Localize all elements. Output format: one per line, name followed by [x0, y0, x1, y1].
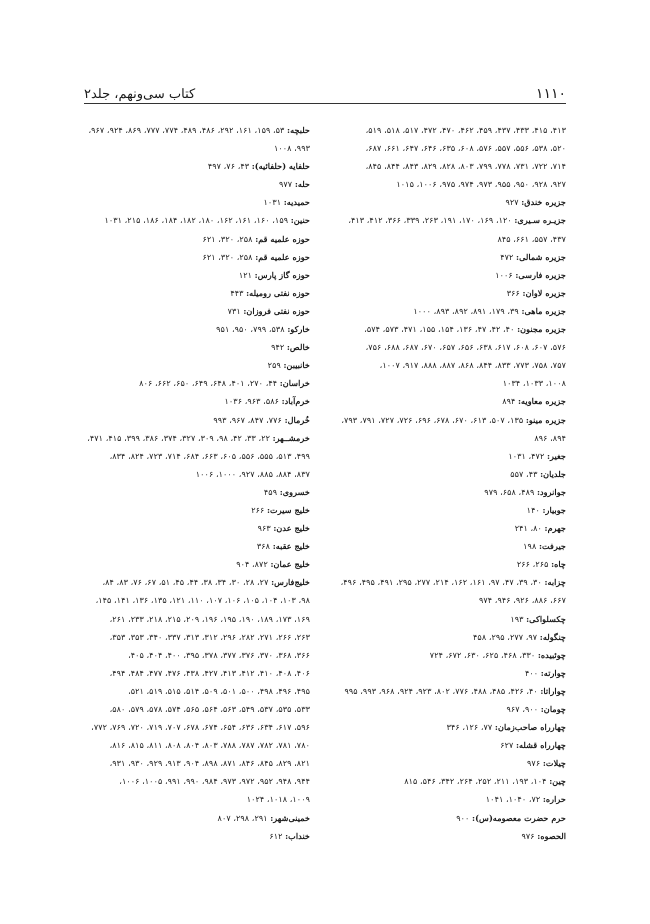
index-entry: [68, 374, 310, 392]
index-term: چزابه:: [544, 577, 566, 588]
index-entry: [324, 465, 566, 483]
index-entry: [324, 266, 566, 284]
index-term: خلیج سیرت:: [267, 504, 310, 515]
index-entry: [68, 519, 310, 537]
index-page-refs: ۲۷، ۲۸، ۳۰، ۳۴، ۳۸، ۴۴، ۴۵، ۵۱، ۶۷، ۷۶، ۸۳، ۸۴،: [102, 577, 272, 588]
page-header: [84, 78, 566, 102]
index-entry: [68, 356, 310, 374]
index-page-refs: ۳۶۶: [506, 287, 523, 298]
index-entry: [68, 772, 310, 790]
index-entry: [324, 429, 566, 447]
index-entry: [68, 736, 310, 754]
index-term: جهرم:: [544, 523, 566, 534]
index-page-refs: ۴۰، ۴۲۶، ۴۸۵، ۴۸۸، ۷۷۶، ۸۰۲، ۹۲۳، ۹۲۴، ۹۶۸، ۹۹۳، ۹۹۵: [344, 685, 541, 696]
index-page-refs: ۷۵۷، ۷۵۸، ۷۷۳، ۸۳۳، ۸۴۴، ۸۶۸، ۸۸۷، ۸۸۸، ۹۱۷، ۱۰۰۷،: [379, 360, 566, 371]
index-entry: [324, 193, 566, 211]
index-term: جوبیار:: [542, 504, 566, 515]
index-page-refs: ۲۲، ۳۳، ۴۲، ۹۸، ۳۰۹، ۳۲۷، ۳۷۴، ۳۸۶، ۳۹۹، ۴۱۵، ۴۷۱،: [87, 432, 273, 443]
index-entry: [324, 646, 566, 664]
index-term: خلیج عمان:: [270, 559, 310, 570]
index-entry: [324, 356, 566, 374]
index-entry: [68, 230, 310, 248]
book-title: کتاب سی‌ونهم، جلد۲: [84, 87, 196, 102]
index-page-refs: ۳۹، ۱۷۹، ۸۹۱، ۸۹۲، ۸۹۳، ۱۰۰۰: [413, 305, 522, 316]
index-entry: [68, 483, 310, 501]
index-page-refs: ۸۰، ۲۴۱: [514, 523, 545, 534]
index-entry: [68, 429, 310, 447]
index-page-refs: ۲۵۹: [267, 360, 284, 371]
index-page-refs: ۹۸، ۱۰۳، ۱۰۴، ۱۰۵، ۱۰۶، ۱۰۷، ۱۱۰، ۱۲۱، ۱۳۵، ۱۳۶، ۱۴۱، ۱۴۵،: [95, 595, 310, 606]
index-entry: [324, 248, 566, 266]
index-page-refs: ۹۷۶: [527, 758, 543, 769]
index-term: جیرفت:: [538, 541, 566, 552]
index-page-refs: ۴۴، ۲۷۰، ۴۰۱، ۶۴۸، ۶۴۹، ۶۵۰، ۶۶۲، ۸۰۶: [139, 378, 280, 389]
index-entry: [68, 591, 310, 609]
index-page-refs: ۱۳۵، ۵۰۷، ۶۱۳، ۶۷۰، ۶۷۸، ۶۹۶، ۷۲۶، ۷۲۷، ۷۹۱، ۷۹۳،: [341, 414, 526, 425]
index-page-refs: ۹۴۲: [271, 342, 287, 353]
index-entry: [68, 266, 310, 284]
index-entry: [68, 175, 310, 193]
index-entry: [68, 211, 310, 229]
index-page-refs: ۴۰۰: [524, 667, 541, 678]
index-page-refs: ۵۹۶، ۶۱۷، ۶۳۴، ۶۳۶، ۶۵۴، ۶۷۴، ۶۷۸، ۷۰۷، ۷۱۹، ۷۲۰، ۷۶۹، ۷۷۲،: [91, 722, 310, 733]
index-term: حلبچه:: [287, 125, 310, 135]
index-term: جزیره فارسی:: [515, 269, 566, 280]
index-page-refs: ۷۸۰، ۷۸۱، ۷۸۲، ۷۸۷، ۷۸۸، ۸۰۳، ۸۰۴، ۸۰۸، ۸۱۱، ۸۱۵، ۸۱۶،: [109, 740, 310, 751]
index-entry: [324, 628, 566, 646]
index-column-left: [68, 121, 310, 845]
index-term: حرم حضرت معصومه(س):: [472, 812, 566, 823]
index-page-refs: ۴۵۹: [263, 486, 280, 497]
index-entry: [324, 338, 566, 356]
index-entry: [68, 338, 310, 356]
index-entry: [324, 827, 566, 845]
index-term: خالص:: [286, 342, 310, 353]
index-term: جزیره ماهی:: [521, 305, 566, 316]
index-page-refs: ۹۶۳: [257, 523, 274, 534]
index-page-refs: ۱۲۰، ۱۶۹، ۱۷۰، ۱۹۱، ۲۶۳، ۳۳۹، ۳۶۶، ۴۱۲، ۴۱۳،: [348, 215, 515, 226]
index-page-refs: ۴۳، ۵۵۷: [510, 468, 541, 479]
index-page-refs: ۹۷، ۲۷۷، ۲۹۵، ۴۵۸: [473, 631, 540, 642]
index-page-refs: ۳۶۸: [256, 541, 273, 552]
index-entry: [68, 447, 310, 465]
index-entry: [324, 809, 566, 827]
index-term: چنگوله:: [539, 631, 566, 642]
index-entry: [324, 754, 566, 772]
index-page-refs: ۵۳، ۱۵۹، ۱۶۱، ۲۹۲، ۴۸۶، ۴۸۹، ۷۷۴، ۷۷۷، ۸۶۹، ۹۲۴، ۹۶۷،: [88, 125, 288, 135]
index-page-refs: ۴۰۶، ۴۰۸، ۴۱۰، ۴۱۲، ۴۱۳، ۴۲۷، ۴۳۸، ۴۷۶، ۴۷۷، ۴۸۴، ۴۹۴،: [109, 667, 310, 678]
index-entry: [324, 772, 566, 790]
index-page-refs: ۴۳۷، ۵۵۷، ۶۶۱، ۸۴۵: [497, 233, 566, 244]
index-page-refs: ۱۴۰: [526, 504, 543, 515]
index-term: خُرمال:: [284, 414, 310, 425]
index-page-refs: ۲۹۱، ۲۹۸، ۸۰۷: [217, 812, 271, 823]
index-entry: [68, 302, 310, 320]
index-page-refs: ۸۲۱، ۸۲۹، ۸۴۵، ۸۴۶، ۸۷۱، ۸۹۸، ۹۰۴، ۹۱۳، ۹۲۹، ۹۳۰، ۹۳۱،: [109, 758, 310, 769]
index-page-refs: ۳۳۰، ۴۶۸، ۶۲۵، ۶۳۰، ۶۷۲، ۷۲۴: [429, 649, 538, 660]
index-term: جلدیان:: [540, 468, 566, 479]
index-page-refs: ۲۶۳، ۲۶۶، ۲۷۱، ۲۸۲، ۲۹۶، ۳۱۲، ۳۱۳، ۳۳۷، ۳۴۰، ۳۵۳، ۳۵۳،: [109, 631, 310, 642]
index-entry: [324, 284, 566, 302]
index-entry: [324, 519, 566, 537]
index-page-refs: ۸۳۷، ۸۸۴، ۸۸۵، ۹۲۷، ۱۰۰۰، ۱۰۰۶: [195, 468, 310, 479]
index-term: چین:: [549, 776, 566, 787]
index-entry: [324, 573, 566, 591]
index-page-refs: ۷۷، ۱۲۶، ۳۴۶: [446, 722, 495, 733]
index-term: جزیره خندق:: [521, 197, 566, 208]
index-term: چاه:: [551, 559, 566, 570]
index-entry: [324, 591, 566, 609]
index-page-refs: ۸۹۴، ۸۹۶: [534, 432, 566, 443]
index-entry: [324, 175, 566, 193]
index-page-refs: ۱۰۰۸، ۱۰۳۳، ۱۰۳۴: [502, 378, 566, 389]
index-entry: [68, 628, 310, 646]
index-term: خنداب:: [285, 830, 310, 841]
index-page-refs: ۴۸۹، ۶۵۸، ۹۷۹: [484, 486, 538, 497]
index-page-refs: ۱۰۰۶: [495, 269, 516, 280]
index-page-refs: ۳۰، ۳۹، ۴۷، ۹۷، ۱۶۱، ۱۶۲، ۲۱۴، ۲۷۷، ۲۹۵، ۴۹۱، ۴۹۵، ۴۹۶،: [340, 577, 545, 588]
index-page-refs: ۴۱۳، ۴۱۵، ۴۳۳، ۴۳۷، ۴۵۹، ۴۶۲، ۴۷۰، ۴۷۲، ۵۱۷، ۵۱۸، ۵۱۹،: [365, 125, 566, 135]
index-page-refs: ۵۸۶، ۹۶۳، ۱۰۳۶: [224, 396, 282, 407]
index-term: جزیـره سـیری:: [514, 215, 566, 226]
index-entry: [68, 790, 310, 808]
index-entry: [68, 664, 310, 682]
index-page-refs: ۶۶۷، ۸۸۶، ۹۲۶، ۹۴۶، ۹۷۴: [478, 595, 566, 606]
index-entry: [324, 447, 566, 465]
index-page-refs: ۷۲، ۱۰۴۰، ۱۰۴۱: [485, 794, 543, 805]
index-page-refs: ۹۲۷: [505, 197, 522, 208]
index-page-refs: ۵۲۰، ۵۳۸، ۵۵۶، ۵۵۷، ۵۷۶، ۶۰۸، ۶۳۵، ۶۴۶، ۶۴۷، ۶۶۱، ۶۸۷،: [365, 143, 566, 154]
index-term: حراره:: [542, 794, 566, 805]
index-term: خلیج‌فارس:: [271, 577, 310, 588]
index-entry: [324, 736, 566, 754]
index-term: حوزه علمیه قم:: [255, 251, 310, 262]
index-term: جزیره مینو:: [525, 414, 566, 425]
index-entry: [324, 682, 566, 700]
index-page-refs: ۲۶۵، ۲۶۶: [516, 559, 552, 570]
index-entry: [324, 320, 566, 338]
index-entry: [68, 573, 310, 591]
index-term: حنین:: [290, 215, 310, 226]
index-entry: [324, 610, 566, 628]
index-entry: [68, 320, 310, 338]
index-page-refs: ۸۷۲، ۹۰۴: [236, 559, 271, 570]
index-entry: [324, 139, 566, 157]
index-entry: [68, 465, 310, 483]
index-page-refs: ۸۹۴: [502, 396, 518, 407]
index-entry: [68, 157, 310, 175]
page-number: ۱۱۱۰: [535, 86, 566, 102]
index-page-refs: ۹۷۷: [279, 179, 295, 190]
index-page-refs: ۱۶۹، ۱۷۳، ۱۸۹، ۱۹۰، ۱۹۵، ۱۹۶، ۲۰۹، ۲۱۵، ۲۱۸، ۲۳۳، ۲۶۱،: [109, 613, 310, 624]
index-entry: [324, 700, 566, 718]
index-term: چهارراه صاحب‌زمان:: [494, 722, 566, 733]
index-term: حوزه نفتی رومیله:: [246, 287, 310, 298]
index-page-refs: ۳۶۶، ۳۶۸، ۳۷۰، ۳۷۶، ۳۷۷، ۳۷۸، ۳۹۵، ۴۰۰، ۴۰۴، ۴۰۵،: [128, 649, 310, 660]
index-term: خرمشــهر:: [272, 432, 310, 443]
header-rule: [84, 103, 566, 104]
index-term: چهارراه قشله:: [516, 740, 566, 751]
index-entry: [68, 193, 310, 211]
index-entry: [68, 248, 310, 266]
index-entry: [324, 790, 566, 808]
index-page-refs: ۶۲۷: [500, 740, 516, 751]
index-entry: [324, 483, 566, 501]
index-entry: [68, 646, 310, 664]
index-entry: [68, 827, 310, 845]
index-term: چواراتا:: [540, 685, 566, 696]
index-entry: [68, 700, 310, 718]
index-term: چوارته:: [540, 667, 566, 678]
index-page-refs: ۹۰۰: [456, 812, 473, 823]
index-term: چکسلواکی:: [526, 613, 566, 624]
index-page-refs: ۱۹۳: [510, 613, 527, 624]
index-term: چومان:: [540, 704, 566, 714]
index-page-refs: ۹۴۴، ۹۴۸، ۹۵۲، ۹۷۲، ۹۷۳، ۹۸۴، ۹۹۰، ۹۹۱، ۱۰۰۵، ۱۰۰۶،: [119, 776, 310, 787]
index-term: حمیدیه:: [283, 197, 310, 208]
index-term: حلفایه (حلفائیه):: [251, 161, 310, 172]
index-entry: [324, 230, 566, 248]
index-page-refs: ۹۹۳، ۱۰۰۸: [273, 143, 310, 154]
index-entry: [68, 411, 310, 429]
index-term: حله:: [294, 179, 310, 190]
index-entry: [324, 157, 566, 175]
index-entry: [68, 610, 310, 628]
index-entry: [68, 809, 310, 827]
index-page-refs: ۶۱۲: [269, 830, 286, 841]
index-entry: [324, 537, 566, 555]
index-page-refs: ۲۵۸، ۳۲۰، ۶۲۱: [202, 251, 256, 262]
index-term: خراسان:: [279, 378, 310, 389]
index-term: جغیر:: [546, 450, 566, 461]
index-page-refs: ۱۰۰۹، ۱۰۱۸، ۱۰۲۴: [246, 794, 310, 805]
index-entry: [324, 664, 566, 682]
index-term: خرم‌آباد:: [281, 396, 310, 407]
index-entry: [324, 302, 566, 320]
index-page-refs: ۷۷۶، ۸۴۷، ۹۶۷، ۹۹۳: [213, 414, 285, 425]
index-page-refs: ۹۲۷، ۹۲۸، ۹۵۰، ۹۵۵، ۹۷۳، ۹۷۴، ۹۷۵، ۱۰۰۶، ۱۰۱۵: [396, 179, 566, 190]
index-term: جزیره مجنون:: [517, 324, 566, 335]
index-page-refs: ۵۳۸، ۷۹۹، ۹۵۰، ۹۵۱: [216, 324, 288, 335]
index-term: خسروی:: [279, 486, 310, 497]
index-page-refs: ۱۹۸: [523, 541, 539, 552]
index-entry: [324, 211, 566, 229]
index-entry: [324, 555, 566, 573]
index-page-refs: ۴۷۲، ۱۰۳۱: [508, 450, 547, 461]
index-entry: [68, 284, 310, 302]
index-term: خانبیبن:: [283, 360, 310, 371]
index-page-refs: ۴۳، ۷۶، ۴۹۷: [207, 161, 252, 172]
index-entry: [68, 139, 310, 157]
index-entry: [324, 501, 566, 519]
index-page-refs: ۴۹۹، ۵۱۳، ۵۵۵، ۵۵۶، ۶۰۵، ۶۶۳، ۶۸۴، ۷۱۴، ۷۲۳، ۸۲۴، ۸۳۴،: [109, 450, 310, 461]
index-entry: [68, 501, 310, 519]
index-page-refs: ۹۷۶: [521, 830, 538, 841]
index-term: خلیج عدن:: [273, 523, 310, 534]
index-column-right: [324, 121, 566, 845]
index-page-refs: ۵۳۳، ۵۳۵، ۵۳۷، ۵۴۹، ۵۶۳، ۵۶۴، ۵۶۵، ۵۷۴، ۵۷۸، ۵۷۹، ۵۸۰،: [109, 704, 310, 714]
index-entry: [68, 555, 310, 573]
index-page-refs: ۵۷۶، ۶۰۷، ۶۰۸، ۶۱۷، ۶۳۸، ۶۵۶، ۶۵۷، ۶۷۰، ۶۸۷، ۶۸۸، ۷۵۶،: [365, 342, 566, 353]
index-entry: [68, 718, 310, 736]
index-page-refs: ۴۷۲: [500, 251, 517, 262]
index-entry: [324, 121, 566, 139]
index-term: الحصوه:: [537, 830, 566, 841]
index-term: خارکو:: [287, 324, 310, 335]
index-term: جزیره شمالی:: [516, 251, 566, 262]
index-entry: [68, 754, 310, 772]
index-term: حوزه گاز پارس:: [254, 269, 310, 280]
index-page-refs: ۴۴۳: [230, 287, 247, 298]
index-page-refs: ۱۰۴، ۱۹۳، ۲۱۱، ۲۵۲، ۲۶۴، ۳۴۲، ۵۴۶، ۸۱۵: [404, 776, 550, 787]
index-page-refs: ۱۰۳۱: [263, 197, 284, 208]
index-term: حوزه نفتی فروزان:: [243, 305, 310, 316]
index-term: حوزه علمیه قم:: [255, 233, 310, 244]
index-entry: [68, 537, 310, 555]
index-page-refs: ۱۵۹، ۱۶۰، ۱۶۱، ۱۶۲، ۱۸۰، ۱۸۲، ۱۸۴، ۱۸۶، ۲۱۵، ۱۰۳۱: [104, 215, 291, 226]
index-entry: [324, 718, 566, 736]
index-entry: [324, 374, 566, 392]
index-page-refs: ۴۹۵، ۴۹۶، ۴۹۸، ۵۰۰، ۵۰۱، ۵۰۹، ۵۱۴، ۵۱۵، ۵۱۹، ۵۲۱،: [128, 685, 310, 696]
index-page-refs: ۱۲۱: [238, 269, 255, 280]
index-term: خمینی‌شهر:: [270, 812, 310, 823]
index-term: چیلات:: [542, 758, 566, 769]
index-entry: [68, 392, 310, 410]
index-entry: [324, 392, 566, 410]
index-page-refs: ۷۳۱: [227, 305, 244, 316]
index-term: چوئبیده:: [537, 649, 566, 660]
index-page-refs: ۲۶۶: [251, 504, 268, 515]
index-entry: [68, 121, 310, 139]
index-entry: [68, 682, 310, 700]
index-page-refs: ۹۰۰، ۹۶۷: [506, 704, 541, 714]
index-term: جزیره معاویه:: [518, 396, 566, 407]
index-page-refs: ۷۱۴، ۷۲۲، ۷۳۱، ۷۷۸، ۷۹۹، ۸۰۳، ۸۲۸، ۸۲۹، ۸۴۳، ۸۴۴، ۸۴۵،: [365, 161, 566, 172]
index-term: جزیره لاوان:: [522, 287, 566, 298]
index-term: خلیج عقبه:: [272, 541, 310, 552]
index-entry: [324, 411, 566, 429]
index-page-refs: ۴۰، ۴۲، ۴۷، ۱۳۶، ۱۵۴، ۱۵۵، ۴۷۱، ۵۷۳، ۵۷۴،: [364, 324, 518, 335]
index-term: جوانرود:: [537, 486, 566, 497]
index-page-refs: ۲۵۸، ۳۲۰، ۶۲۱: [202, 233, 256, 244]
